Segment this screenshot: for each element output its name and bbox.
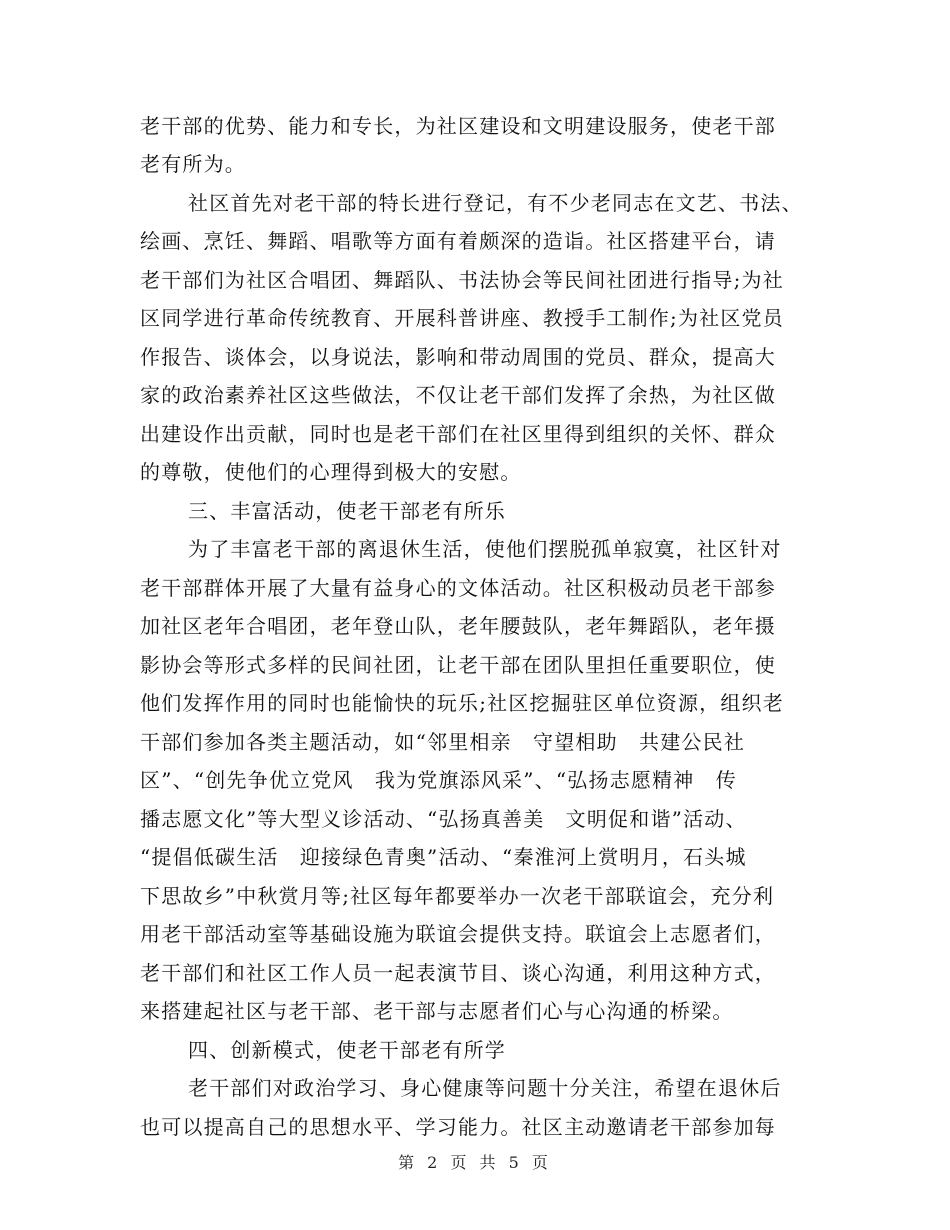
text-line: 老干部群体开展了大量有益身心的文体活动。社区积极动员老干部参 <box>140 576 776 600</box>
text-line: 也可以提高自己的思想水平、学习能力。社区主动邀请老干部参加每 <box>140 1115 776 1139</box>
text-line: 干部们参加各类主题活动，如“邻里相亲 守望相助 共建公民社 <box>140 730 746 754</box>
paragraph-start-line: 社区首先对老干部的特长进行登记，有不少老同志在文艺、书法、 <box>188 191 803 215</box>
text-line: 区”、“创先争优立党风 我为党旗添风采”、“弘扬志愿精神 传 <box>140 768 737 792</box>
text-line: 下思故乡”中秋赏月等;社区每年都要举办一次老干部联谊会，充分利 <box>140 884 775 908</box>
text-line: 老干部们和社区工作人员一起表演节目、谈心沟通，利用这种方式， <box>140 961 776 985</box>
page-footer: 第 2 页 共 5 页 <box>398 1153 552 1172</box>
text-line: 出建设作出贡献，同时也是老干部们在社区里得到组织的关怀、群众 <box>140 422 776 446</box>
paragraph-start-line: 为了丰富老干部的离退休生活，使他们摆脱孤单寂寞，社区针对 <box>188 537 782 561</box>
text-line: 作报告、谈体会，以身说法，影响和带动周围的党员、群众，提高大 <box>140 345 776 369</box>
text-line: 他们发挥作用的同时也能愉快的玩乐;社区挖掘驻区单位资源，组织老 <box>140 691 784 715</box>
text-line: 来搭建起社区与老干部、老干部与志愿者们心与心沟通的桥梁。 <box>140 999 734 1023</box>
text-line: 的尊敬，使他们的心理得到极大的安慰。 <box>140 460 522 484</box>
text-line: 老干部的优势、能力和专长，为社区建设和文明建设服务，使老干部 <box>140 114 776 138</box>
paragraph-start-line: 老干部们对政治学习、身心健康等问题十分关注，希望在退休后 <box>188 1076 782 1100</box>
section-heading: 四、创新模式，使老干部老有所学 <box>188 1038 506 1062</box>
text-line: 绘画、烹饪、舞蹈、唱歌等方面有着颇深的造诣。社区搭建平台，请 <box>140 229 776 253</box>
section-heading: 三、丰富活动，使老干部老有所乐 <box>188 499 506 523</box>
text-line: “提倡低碳生活 迎接绿色青奥”活动、“秦淮河上赏明月，石头城 <box>140 845 747 869</box>
text-line: 播志愿文化”等大型义诊活动、“弘扬真善美 文明促和谐”活动、 <box>140 807 747 831</box>
text-line: 用老干部活动室等基础设施为联谊会提供支持。联谊会上志愿者们， <box>140 922 776 946</box>
text-line: 加社区老年合唱团，老年登山队，老年腰鼓队，老年舞蹈队，老年摄 <box>140 614 776 638</box>
text-line: 影协会等形式多样的民间社团，让老干部在团队里担任重要职位，使 <box>140 653 776 677</box>
text-line: 老干部们为社区合唱团、舞蹈队、书法协会等民间社团进行指导;为社 <box>140 268 784 292</box>
text-line: 老有所为。 <box>140 152 246 176</box>
text-line: 区同学进行革命传统教育、开展科普讲座、教授手工制作;为社区党员 <box>140 306 784 330</box>
text-line: 家的政治素养社区这些做法，不仅让老干部们发挥了余热，为社区做 <box>140 383 776 407</box>
